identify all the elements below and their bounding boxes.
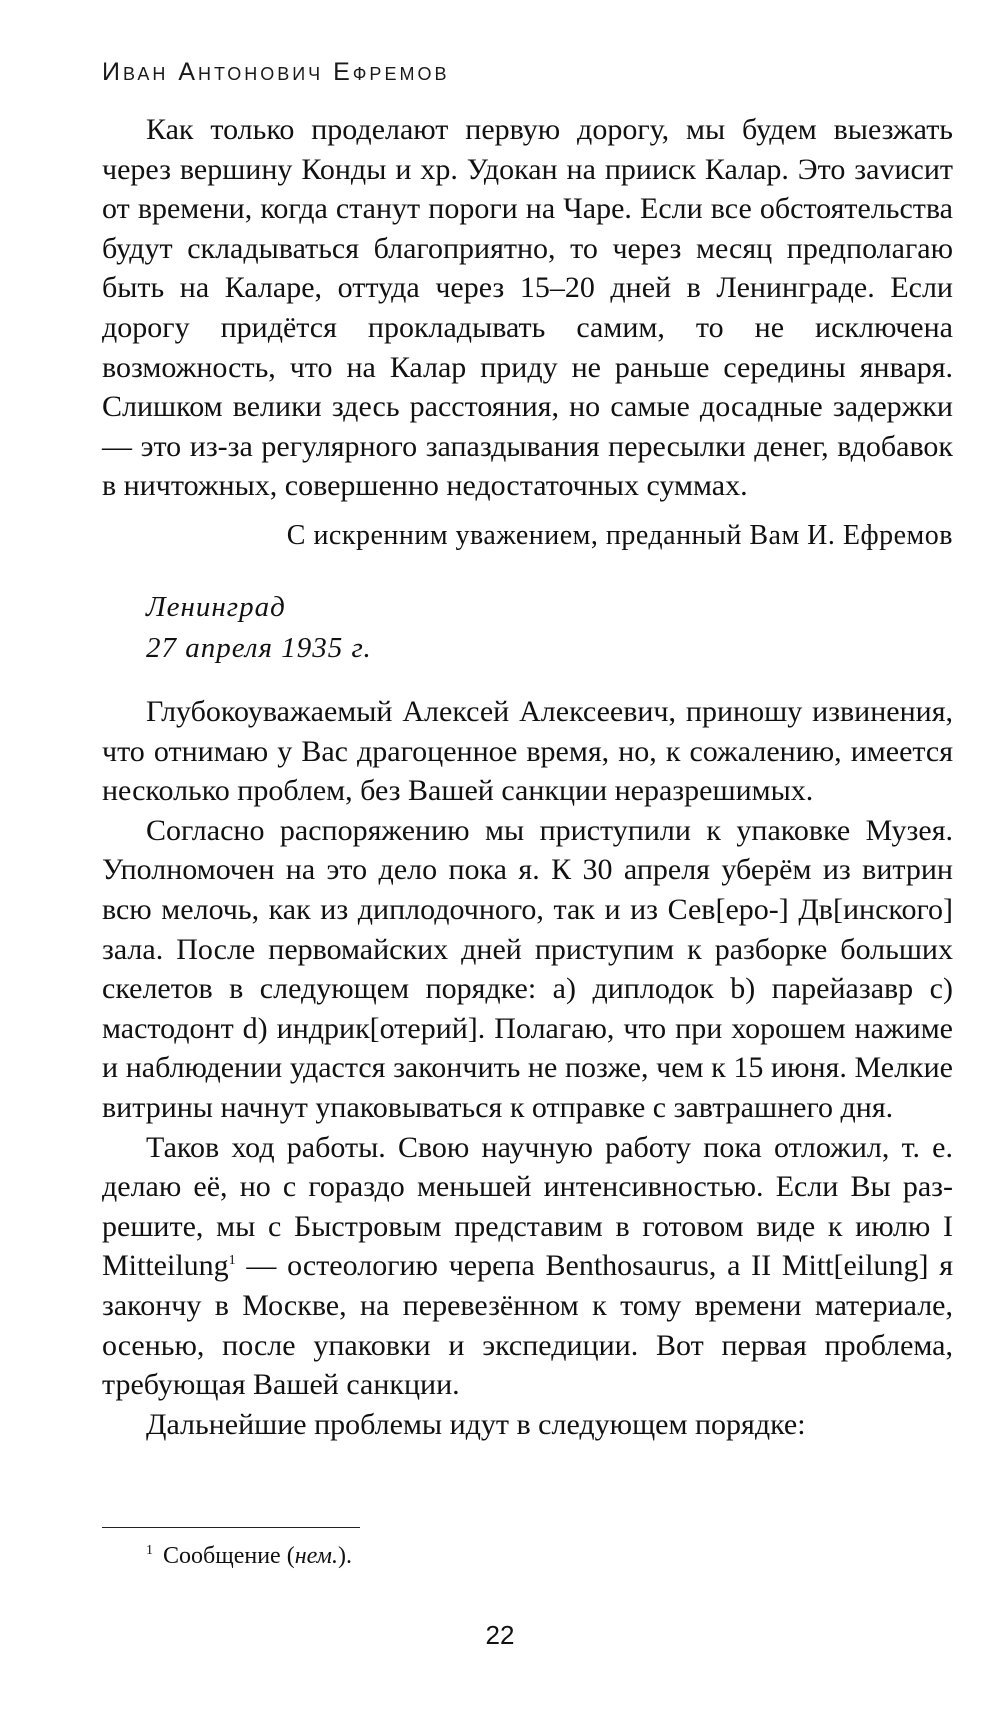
- letter-1-body: [102, 110, 953, 506]
- footnote-number: 1: [146, 1543, 153, 1558]
- footnote-text: Сообщение (: [163, 1543, 295, 1569]
- letter-2-paragraph-4: Дальнейшие проблемы идут в следующем порядке:: [146, 1407, 806, 1441]
- letter-2-paragraph-1: Глубокоуважаемый Алексей Алексеевич, приношу извинения, что отнимаю у Вас драгоценное время, но, к сожалению, имеется несколько проблем, без Вашей санкции неразрешимых.: [102, 695, 953, 808]
- page-number: 22: [485, 1620, 515, 1650]
- footnote-reference: 1: [228, 1253, 236, 1269]
- letter-1-paragraph: Как только проделают первую дорогу, мы будем выезжать через вершину Конды и хр. Удокан на прииск Калар. Это заvисит от времени, когда станут пороги на Чаре. Если все обстоятельства будут складываться благоприятно, то через месяц предполагаю быть на Каларе, оттуда через 15–20 дней в Ленинграде. Если дорогу придётся прокладывать самим, то не исключена возможность, что на Калар приду не раньше середины января. Слишком велики здесь расстояния, но самые досадные задержки — это из-за регулярного запаздывания пересылки денег, вдобавок в ничтожных, совершенно недостаточных суммах.: [102, 113, 953, 503]
- paragraph-3-text-end: — остеологию черепа Benthosaurus, а II Mitt[eilung] я закончу в Москве, на перевезённом к тому времени материале, осенью, после упаковки и экспедиции. Вот первая проблема, требующая Вашей санкции.: [102, 1249, 953, 1402]
- letter-2-paragraph-3: [102, 1128, 953, 1405]
- running-head: Иван Антонович Ефремов: [102, 58, 450, 86]
- footnote-italic-text: нем.: [294, 1543, 338, 1569]
- letter-2-place: Ленинград: [146, 591, 286, 623]
- letter-2-date: 27 апреля 1935 г.: [146, 632, 372, 664]
- footnote-divider: [102, 1527, 360, 1528]
- letter-2-body: [102, 692, 953, 1444]
- letter-2-paragraph-2: Согласно распоряжению мы приступили к упаковке Музея. Уполномочен на это дело пока я. К 30 апреля уберём из витрин всю мелочь, как из диплодочного, так и из Сев[еро-] Дв[инского] зала. После первомайских дней приступим к разборке больших скелетов в следующем порядке: a) диплодок b) парейазавр c) мастодонт d) индрик[отерий]. Полагаю, что при хорошем нажиме и наблюдении удастся закончить не позже, чем к 15 июня. Мелкие витрины начнут упаковываться к отправке с завтрашнего дня.: [102, 813, 953, 1124]
- paragraph-3-text-start: Таков ход работы. Свою научную работу пока отложил, т. е. делаю её, но с гораздо меньшей интенсивностью. Если Вы разрешите, мы с Быстровым представим в готовом виде к июлю I Mitteilung: [102, 1130, 953, 1283]
- letter-2-dateline: [146, 587, 372, 669]
- footnote: [146, 1541, 352, 1571]
- letter-1-signature: С искренним уважением, преданный Вам И. Ефремов: [286, 520, 953, 551]
- footnote-text-end: ).: [337, 1543, 352, 1569]
